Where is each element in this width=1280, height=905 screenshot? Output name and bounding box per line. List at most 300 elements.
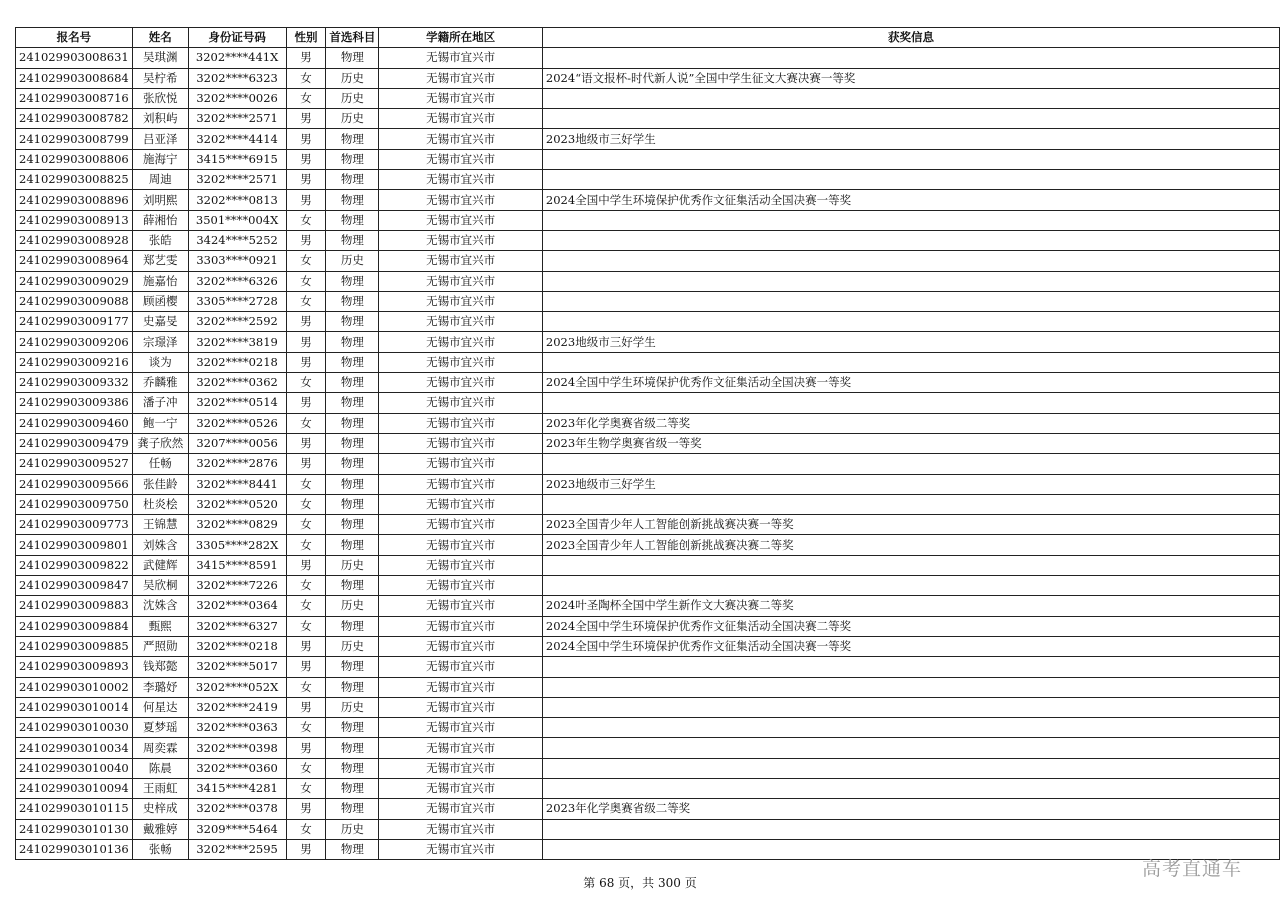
cell-id-number: 3202****0526	[188, 413, 286, 433]
cell-award	[542, 494, 1279, 514]
cell-gender: 男	[286, 657, 326, 677]
cell-region: 无锡市宜兴市	[379, 494, 543, 514]
cell-subject: 物理	[326, 839, 379, 859]
cell-gender: 女	[286, 677, 326, 697]
cell-region: 无锡市宜兴市	[379, 576, 543, 596]
cell-subject: 物理	[326, 515, 379, 535]
cell-id-number: 3303****0921	[188, 251, 286, 271]
table-row	[16, 657, 1280, 677]
cell-subject: 物理	[326, 677, 379, 697]
cell-exam-id: 241029903009847	[16, 576, 133, 596]
cell-region: 无锡市宜兴市	[379, 332, 543, 352]
cell-award	[542, 251, 1279, 271]
cell-subject: 历史	[326, 819, 379, 839]
cell-exam-id: 241029903009566	[16, 474, 133, 494]
cell-award: 2024“语文报杯-时代新人说”全国中学生征文大赛决赛一等奖	[542, 68, 1279, 88]
cell-region: 无锡市宜兴市	[379, 839, 543, 859]
cell-region: 无锡市宜兴市	[379, 312, 543, 332]
table-row	[16, 433, 1280, 453]
cell-exam-id: 241029903008913	[16, 210, 133, 230]
cell-award: 2023年化学奥赛省级二等奖	[542, 413, 1279, 433]
cell-name: 史嘉旻	[132, 312, 188, 332]
table-row	[16, 312, 1280, 332]
cell-name: 刘积屿	[132, 109, 188, 129]
cell-exam-id: 241029903010030	[16, 718, 133, 738]
cell-id-number: 3202****8441	[188, 474, 286, 494]
table-row	[16, 799, 1280, 819]
table-row	[16, 474, 1280, 494]
cell-name: 任畅	[132, 454, 188, 474]
cell-exam-id: 241029903009332	[16, 373, 133, 393]
table-row	[16, 48, 1280, 68]
cell-name: 戴雅婷	[132, 819, 188, 839]
cell-award	[542, 738, 1279, 758]
cell-region: 无锡市宜兴市	[379, 616, 543, 636]
cell-region: 无锡市宜兴市	[379, 697, 543, 717]
cell-name: 张皓	[132, 230, 188, 250]
table-row	[16, 251, 1280, 271]
cell-region: 无锡市宜兴市	[379, 799, 543, 819]
cell-id-number: 3424****5252	[188, 230, 286, 250]
cell-gender: 女	[286, 778, 326, 798]
cell-exam-id: 241029903009206	[16, 332, 133, 352]
cell-exam-id: 241029903009884	[16, 616, 133, 636]
cell-id-number: 3202****0360	[188, 758, 286, 778]
cell-name: 郑艺雯	[132, 251, 188, 271]
cell-name: 周奕霖	[132, 738, 188, 758]
table-row	[16, 596, 1280, 616]
cell-id-number: 3202****2571	[188, 170, 286, 190]
cell-subject: 历史	[326, 697, 379, 717]
cell-award	[542, 677, 1279, 697]
cell-award: 2024全国中学生环境保护优秀作文征集活动全国决赛二等奖	[542, 616, 1279, 636]
cell-name: 武健辉	[132, 555, 188, 575]
cell-gender: 女	[286, 68, 326, 88]
cell-exam-id: 241029903009216	[16, 352, 133, 372]
cell-award: 2023地级市三好学生	[542, 332, 1279, 352]
cell-award	[542, 48, 1279, 68]
cell-id-number: 3305****282X	[188, 535, 286, 555]
cell-gender: 男	[286, 393, 326, 413]
cell-gender: 男	[286, 799, 326, 819]
cell-region: 无锡市宜兴市	[379, 48, 543, 68]
cell-gender: 男	[286, 839, 326, 859]
cell-id-number: 3202****0514	[188, 393, 286, 413]
cell-exam-id: 241029903009883	[16, 596, 133, 616]
cell-exam-id: 241029903008896	[16, 190, 133, 210]
cell-subject: 物理	[326, 210, 379, 230]
cell-region: 无锡市宜兴市	[379, 454, 543, 474]
cell-name: 李璐妤	[132, 677, 188, 697]
table-row	[16, 778, 1280, 798]
cell-name: 张佳龄	[132, 474, 188, 494]
cell-id-number: 3202****052X	[188, 677, 286, 697]
cell-exam-id: 241029903009386	[16, 393, 133, 413]
table-row	[16, 271, 1280, 291]
cell-award: 2024全国中学生环境保护优秀作文征集活动全国决赛一等奖	[542, 373, 1279, 393]
cell-id-number: 3202****441X	[188, 48, 286, 68]
table-header	[16, 28, 1280, 48]
cell-subject: 物理	[326, 48, 379, 68]
cell-id-number: 3202****6327	[188, 616, 286, 636]
cell-subject: 物理	[326, 576, 379, 596]
cell-name: 宗璟泽	[132, 332, 188, 352]
cell-id-number: 3202****0363	[188, 718, 286, 738]
cell-name: 史梓成	[132, 799, 188, 819]
cell-exam-id: 241029903010014	[16, 697, 133, 717]
cell-name: 陈晨	[132, 758, 188, 778]
cell-region: 无锡市宜兴市	[379, 555, 543, 575]
cell-exam-id: 241029903009885	[16, 636, 133, 656]
cell-award	[542, 210, 1279, 230]
cell-id-number: 3202****0829	[188, 515, 286, 535]
table-row	[16, 68, 1280, 88]
cell-subject: 历史	[326, 109, 379, 129]
cell-award: 2024全国中学生环境保护优秀作文征集活动全国决赛一等奖	[542, 190, 1279, 210]
cell-award	[542, 819, 1279, 839]
header-row	[16, 28, 1280, 48]
cell-region: 无锡市宜兴市	[379, 149, 543, 169]
cell-id-number: 3202****0362	[188, 373, 286, 393]
cell-subject: 物理	[326, 129, 379, 149]
cell-subject: 物理	[326, 332, 379, 352]
cell-exam-id: 241029903008806	[16, 149, 133, 169]
cell-gender: 女	[286, 271, 326, 291]
cell-award: 2023地级市三好学生	[542, 129, 1279, 149]
cell-subject: 物理	[326, 454, 379, 474]
cell-subject: 物理	[326, 616, 379, 636]
cell-subject: 物理	[326, 373, 379, 393]
cell-exam-id: 241029903009029	[16, 271, 133, 291]
cell-name: 吕亚泽	[132, 129, 188, 149]
header-gender: 性别	[286, 28, 326, 48]
cell-name: 严照勋	[132, 636, 188, 656]
cell-award	[542, 454, 1279, 474]
cell-subject: 物理	[326, 474, 379, 494]
cell-gender: 男	[286, 230, 326, 250]
cell-award	[542, 230, 1279, 250]
cell-subject: 物理	[326, 718, 379, 738]
cell-id-number: 3202****0218	[188, 352, 286, 372]
cell-id-number: 3202****2876	[188, 454, 286, 474]
cell-gender: 男	[286, 555, 326, 575]
cell-gender: 男	[286, 454, 326, 474]
table-row	[16, 373, 1280, 393]
cell-region: 无锡市宜兴市	[379, 352, 543, 372]
header-id-number: 身份证号码	[188, 28, 286, 48]
cell-subject: 物理	[326, 738, 379, 758]
cell-region: 无锡市宜兴市	[379, 515, 543, 535]
cell-award	[542, 778, 1279, 798]
cell-gender: 女	[286, 88, 326, 108]
table-row	[16, 291, 1280, 311]
cell-gender: 男	[286, 738, 326, 758]
cell-award	[542, 109, 1279, 129]
cell-gender: 女	[286, 819, 326, 839]
cell-award	[542, 291, 1279, 311]
table-row	[16, 738, 1280, 758]
cell-subject: 历史	[326, 88, 379, 108]
cell-id-number: 3202****0364	[188, 596, 286, 616]
cell-gender: 男	[286, 129, 326, 149]
cell-gender: 男	[286, 697, 326, 717]
cell-id-number: 3415****4281	[188, 778, 286, 798]
cell-subject: 物理	[326, 271, 379, 291]
cell-region: 无锡市宜兴市	[379, 758, 543, 778]
cell-award	[542, 88, 1279, 108]
cell-exam-id: 241029903009527	[16, 454, 133, 474]
cell-region: 无锡市宜兴市	[379, 190, 543, 210]
cell-name: 龚子欣然	[132, 433, 188, 453]
cell-gender: 女	[286, 494, 326, 514]
cell-id-number: 3202****2571	[188, 109, 286, 129]
cell-name: 何星达	[132, 697, 188, 717]
cell-award	[542, 352, 1279, 372]
cell-region: 无锡市宜兴市	[379, 393, 543, 413]
table-row	[16, 332, 1280, 352]
cell-gender: 男	[286, 48, 326, 68]
cell-gender: 女	[286, 413, 326, 433]
cell-exam-id: 241029903009801	[16, 535, 133, 555]
cell-exam-id: 241029903010040	[16, 758, 133, 778]
table-row	[16, 636, 1280, 656]
cell-id-number: 3202****0520	[188, 494, 286, 514]
page-number: 第 68 页，共 300 页	[583, 876, 697, 890]
cell-exam-id: 241029903008799	[16, 129, 133, 149]
cell-name: 施海宁	[132, 149, 188, 169]
cell-exam-id: 241029903008782	[16, 109, 133, 129]
cell-region: 无锡市宜兴市	[379, 129, 543, 149]
cell-id-number: 3415****8591	[188, 555, 286, 575]
cell-gender: 女	[286, 474, 326, 494]
cell-award: 2023全国青少年人工智能创新挑战赛决赛二等奖	[542, 535, 1279, 555]
cell-award	[542, 170, 1279, 190]
cell-award: 2023全国青少年人工智能创新挑战赛决赛一等奖	[542, 515, 1279, 535]
cell-region: 无锡市宜兴市	[379, 109, 543, 129]
cell-subject: 历史	[326, 68, 379, 88]
table-row	[16, 839, 1280, 859]
cell-subject: 物理	[326, 657, 379, 677]
cell-region: 无锡市宜兴市	[379, 535, 543, 555]
cell-gender: 女	[286, 576, 326, 596]
cell-region: 无锡市宜兴市	[379, 170, 543, 190]
cell-name: 薛湘怡	[132, 210, 188, 230]
cell-gender: 男	[286, 109, 326, 129]
cell-subject: 历史	[326, 555, 379, 575]
cell-gender: 女	[286, 251, 326, 271]
cell-subject: 物理	[326, 494, 379, 514]
roster-table	[15, 27, 1280, 860]
cell-name: 王雨虹	[132, 778, 188, 798]
cell-id-number: 3202****4414	[188, 129, 286, 149]
cell-award	[542, 149, 1279, 169]
cell-subject: 物理	[326, 312, 379, 332]
cell-name: 吴柠希	[132, 68, 188, 88]
cell-subject: 物理	[326, 413, 379, 433]
cell-gender: 男	[286, 332, 326, 352]
cell-gender: 女	[286, 291, 326, 311]
cell-name: 顾函樱	[132, 291, 188, 311]
cell-id-number: 3202****0813	[188, 190, 286, 210]
cell-exam-id: 241029903009773	[16, 515, 133, 535]
cell-gender: 女	[286, 596, 326, 616]
table-row	[16, 129, 1280, 149]
table-row	[16, 677, 1280, 697]
table-row	[16, 88, 1280, 108]
cell-name: 刘明熙	[132, 190, 188, 210]
cell-subject: 物理	[326, 433, 379, 453]
cell-id-number: 3209****5464	[188, 819, 286, 839]
cell-region: 无锡市宜兴市	[379, 291, 543, 311]
cell-exam-id: 241029903010002	[16, 677, 133, 697]
cell-id-number: 3202****2419	[188, 697, 286, 717]
cell-gender: 男	[286, 190, 326, 210]
cell-award	[542, 718, 1279, 738]
cell-region: 无锡市宜兴市	[379, 251, 543, 271]
cell-id-number: 3202****6326	[188, 271, 286, 291]
cell-exam-id: 241029903008825	[16, 170, 133, 190]
cell-exam-id: 241029903009750	[16, 494, 133, 514]
table-row	[16, 454, 1280, 474]
table-row	[16, 555, 1280, 575]
cell-exam-id: 241029903010115	[16, 799, 133, 819]
cell-subject: 物理	[326, 190, 379, 210]
cell-region: 无锡市宜兴市	[379, 88, 543, 108]
table-row	[16, 109, 1280, 129]
cell-exam-id: 241029903009177	[16, 312, 133, 332]
table-row	[16, 413, 1280, 433]
cell-name: 张畅	[132, 839, 188, 859]
cell-name: 吴欣桐	[132, 576, 188, 596]
table-row	[16, 718, 1280, 738]
table-row	[16, 758, 1280, 778]
cell-award	[542, 576, 1279, 596]
cell-name: 鲍一宁	[132, 413, 188, 433]
cell-exam-id: 241029903009822	[16, 555, 133, 575]
cell-subject: 物理	[326, 758, 379, 778]
cell-gender: 女	[286, 210, 326, 230]
cell-award	[542, 657, 1279, 677]
cell-region: 无锡市宜兴市	[379, 819, 543, 839]
cell-id-number: 3207****0056	[188, 433, 286, 453]
cell-exam-id: 241029903008631	[16, 48, 133, 68]
cell-award	[542, 697, 1279, 717]
cell-exam-id: 241029903009479	[16, 433, 133, 453]
cell-region: 无锡市宜兴市	[379, 413, 543, 433]
cell-award	[542, 758, 1279, 778]
table-row	[16, 352, 1280, 372]
cell-gender: 男	[286, 149, 326, 169]
table-row	[16, 819, 1280, 839]
cell-name: 夏梦瑶	[132, 718, 188, 738]
cell-gender: 男	[286, 636, 326, 656]
cell-region: 无锡市宜兴市	[379, 677, 543, 697]
cell-award: 2024全国中学生环境保护优秀作文征集活动全国决赛一等奖	[542, 636, 1279, 656]
table-row	[16, 576, 1280, 596]
table-row	[16, 697, 1280, 717]
cell-region: 无锡市宜兴市	[379, 230, 543, 250]
cell-subject: 物理	[326, 535, 379, 555]
header-exam-id: 报名号	[16, 28, 133, 48]
cell-subject: 物理	[326, 170, 379, 190]
cell-name: 乔麟雅	[132, 373, 188, 393]
cell-region: 无锡市宜兴市	[379, 636, 543, 656]
cell-award: 2023地级市三好学生	[542, 474, 1279, 494]
table-row	[16, 210, 1280, 230]
cell-exam-id: 241029903008928	[16, 230, 133, 250]
cell-id-number: 3501****004X	[188, 210, 286, 230]
table-row	[16, 494, 1280, 514]
cell-subject: 历史	[326, 636, 379, 656]
cell-gender: 女	[286, 758, 326, 778]
cell-id-number: 3202****6323	[188, 68, 286, 88]
cell-exam-id: 241029903010130	[16, 819, 133, 839]
cell-subject: 物理	[326, 149, 379, 169]
cell-region: 无锡市宜兴市	[379, 596, 543, 616]
cell-region: 无锡市宜兴市	[379, 68, 543, 88]
cell-region: 无锡市宜兴市	[379, 718, 543, 738]
cell-name: 潘子冲	[132, 393, 188, 413]
table-row	[16, 616, 1280, 636]
cell-name: 施嘉怡	[132, 271, 188, 291]
cell-region: 无锡市宜兴市	[379, 210, 543, 230]
cell-gender: 男	[286, 433, 326, 453]
cell-gender: 女	[286, 373, 326, 393]
cell-name: 刘姝含	[132, 535, 188, 555]
watermark: 高考直通车	[1142, 858, 1243, 880]
cell-gender: 女	[286, 718, 326, 738]
cell-exam-id: 241029903010136	[16, 839, 133, 859]
cell-id-number: 3415****6915	[188, 149, 286, 169]
cell-exam-id: 241029903009460	[16, 413, 133, 433]
cell-award	[542, 271, 1279, 291]
cell-exam-id: 241029903009088	[16, 291, 133, 311]
cell-award: 2023年生物学奥赛省级一等奖	[542, 433, 1279, 453]
cell-award	[542, 393, 1279, 413]
cell-name: 甄熙	[132, 616, 188, 636]
table-row	[16, 190, 1280, 210]
header-name: 姓名	[132, 28, 188, 48]
cell-name: 杜炎桧	[132, 494, 188, 514]
cell-subject: 历史	[326, 251, 379, 271]
cell-exam-id: 241029903010034	[16, 738, 133, 758]
cell-region: 无锡市宜兴市	[379, 738, 543, 758]
cell-gender: 男	[286, 352, 326, 372]
cell-subject: 物理	[326, 352, 379, 372]
table-row	[16, 393, 1280, 413]
cell-gender: 女	[286, 616, 326, 636]
table-body	[16, 48, 1280, 860]
cell-exam-id: 241029903008716	[16, 88, 133, 108]
cell-exam-id: 241029903009893	[16, 657, 133, 677]
cell-subject: 物理	[326, 393, 379, 413]
cell-id-number: 3202****2592	[188, 312, 286, 332]
cell-subject: 物理	[326, 291, 379, 311]
cell-region: 无锡市宜兴市	[379, 657, 543, 677]
cell-region: 无锡市宜兴市	[379, 778, 543, 798]
cell-name: 王锦慧	[132, 515, 188, 535]
cell-id-number: 3305****2728	[188, 291, 286, 311]
cell-exam-id: 241029903008964	[16, 251, 133, 271]
cell-name: 谈为	[132, 352, 188, 372]
cell-region: 无锡市宜兴市	[379, 433, 543, 453]
cell-name: 钱郑懿	[132, 657, 188, 677]
cell-gender: 女	[286, 535, 326, 555]
cell-gender: 男	[286, 312, 326, 332]
cell-name: 吴琪渊	[132, 48, 188, 68]
cell-id-number: 3202****0026	[188, 88, 286, 108]
cell-award	[542, 312, 1279, 332]
